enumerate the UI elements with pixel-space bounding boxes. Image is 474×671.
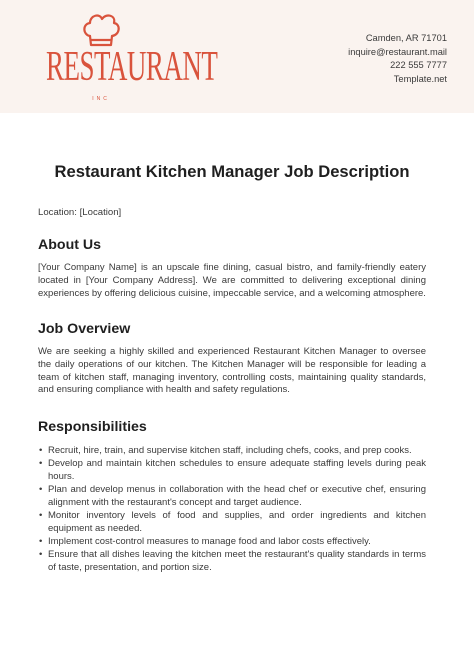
- list-item: • Plan and develop menus in collaboration with the head chef or executive chef, ensuring alignment with the restaurant's concept and target audience.: [38, 484, 426, 510]
- logo-wordmark: RESTAURANT: [46, 42, 218, 90]
- contact-website: Template.net: [393, 73, 447, 84]
- list-item: • Monitor inventory levels of food and supplies, and order ingredients and kitchen equipment as needed.: [38, 510, 426, 536]
- overview-text: We are seeking a highly skilled and experienced Restaurant Kitchen Manager to oversee the daily operations of our kitchen. The Kitchen Manager will be responsible for leading a team of kitchen staff, managing inventory, controlling costs, maintaining quality standards, and ensuring compliance with health and safety regulations.: [38, 345, 426, 396]
- responsibilities-heading: Responsibilities: [38, 419, 147, 436]
- contact-email: inquire@restaurant.mail: [348, 46, 447, 57]
- location-line: Location: [Location]: [38, 207, 122, 218]
- document-title: Restaurant Kitchen Manager Job Description: [54, 162, 410, 181]
- contact-phone: 222 555 7777: [390, 60, 447, 71]
- responsibilities-list: [38, 445, 426, 574]
- about-heading: About Us: [38, 237, 102, 253]
- overview-heading: Job Overview: [38, 320, 131, 337]
- list-item: • Recruit, hire, train, and supervise kitchen staff, including chefs, cooks, and prep cooks.: [38, 445, 426, 458]
- contact-info: [348, 32, 447, 86]
- list-item: • Ensure that all dishes leaving the kitchen meet the restaurant's quality standards in terms of taste, presentation, and portion size.: [38, 549, 426, 575]
- about-text: [Your Company Name] is an upscale fine dining, casual bistro, and family-friendly eatery located in [Your Company Address]. We are committed to delivering exceptional dining experiences by offering delicious cuisine, impeccable service, and a welcoming atmosphere.: [38, 262, 426, 299]
- contact-city: Camden, AR 71701: [365, 33, 447, 43]
- document-body: [38, 161, 426, 574]
- list-item: • Implement cost-control measures to manage food and labor costs effectively.: [38, 536, 426, 549]
- list-item: • Develop and maintain kitchen schedules to ensure adequate staffing levels during peak hours.: [38, 458, 426, 484]
- logo-subtext: INC: [92, 96, 110, 102]
- restaurant-logo: [46, 12, 218, 104]
